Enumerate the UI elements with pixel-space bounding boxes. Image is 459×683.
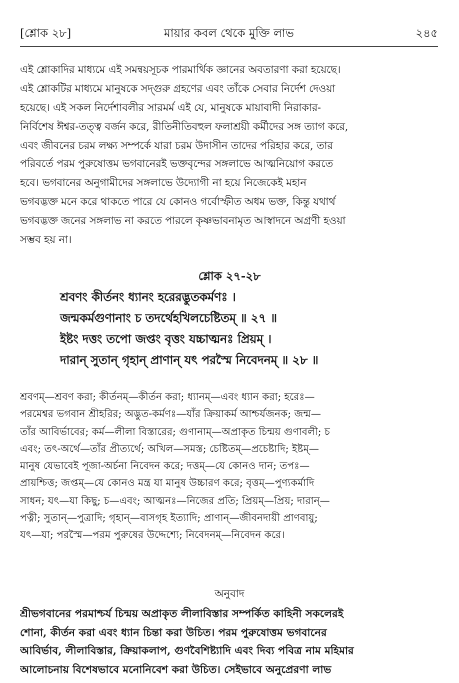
body-line: এবং জীবনের চরম লক্ষ্য সম্পর্কে যারা চরম উদাসীন তাদের পরিহার করে, তার xyxy=(20,139,333,152)
synonym-line: মানুষ যেভাবেই পূজা-অর্চনা নিবেদন করে; দত্তম্—যে কোনও দান; তপঃ— xyxy=(20,461,310,473)
header-divider xyxy=(20,46,438,47)
body-line: নির্বিশেষ ঈশ্বর-তত্ত্ব বর্জন করে, রীতিনীতিবহুল ফলাশ্রয়ী কর্মীদের সঙ্গ ত্যাগ করে, xyxy=(20,120,349,133)
synonym-line: এবং; তৎ-অর্থে—তাঁর প্রীত্যর্থে; অখিল—সমস্ত; চেষ্টিতম্—প্রচেষ্টাদি; ইষ্টম্— xyxy=(20,443,320,455)
page-header xyxy=(20,24,438,42)
translation-line: আবির্ভাব, লীলাবিস্তার, ক্রিয়াকলাপ, গুণবৈশিষ্ট্যাদি এবং দিব্য পবিত্র নাম মহিমার xyxy=(20,645,354,657)
body-line: সম্ভব হয় না। xyxy=(20,234,72,247)
synonym-line: যৎ—যা; পরস্মৈ—পরম পুরুষের উদ্দেশ্যে; নিবেদনম্—নিবেদন করে। xyxy=(20,530,285,542)
synonym-line: প্রায়শ্চিত্ত; জপ্তম্—যে কোনও মন্ত্র যা মানুষ উচ্চারণ করে; বৃত্তম্—পুণ্যকর্মাদি xyxy=(20,478,315,490)
purport-paragraph xyxy=(20,61,440,250)
verse-heading: শ্লোক ২৭-২৮ xyxy=(198,269,261,283)
verse-line: ইষ্টং দত্তং তপো জপ্তং বৃত্তং যচ্চাত্মনঃ প্রিয়ম্ । xyxy=(60,332,272,346)
verse-line: দারান্ সুতান্ গৃহান্ প্রাণান্ যৎ পরস্মৈ নিবেদনম্ ॥ ২৮ ॥ xyxy=(60,353,319,367)
body-line: হবে। ভগবানের অনুগামীদের সঙ্গলাভে উদ্যোগী না হয়ে নিজেকেই মহান xyxy=(20,177,307,190)
body-line: হয়েছে। এই সকল নির্দেশাবলীর সারমর্ম এই যে, মানুষকে মায়াবাদী নিরাকার- xyxy=(20,101,321,114)
sanskrit-verse xyxy=(60,287,440,371)
synonym-line: পত্নী; সুতান্—পুত্রাদি; গৃহান্—বাসগৃহ ইত্যাদি; প্রাণান্—জীবনদায়ী প্রাণবায়ু; xyxy=(20,513,318,525)
synonym-line: শ্রবণম্—শ্রবণ করা; কীর্তনম্—কীর্তন করা; ধ্যানম্—এবং ধ্যান করা; হরেঃ— xyxy=(20,392,315,403)
verse-line: জন্মকর্মগুণানাং চ তদর্থেহখিলচেষ্টিতম্ ॥ ২৭ ॥ xyxy=(60,311,277,325)
synonyms-block xyxy=(20,389,440,545)
body-line: পরিবর্তে পরম পুরুষোত্তম ভগবানেরই ভক্তবৃন্দের সঙ্গলাভে আত্মনিয়োগ করতে xyxy=(20,158,333,171)
synonym-line: পরমেশ্বর ভগবান শ্রীহরির; অদ্ভুত-কর্মণঃ—যাঁর ক্রিয়াকর্ম আশ্চর্যজনক; জন্ম— xyxy=(20,409,321,421)
translation-line: শ্রীভগবানের পরমাশ্চর্য চিন্ময় অপ্রাকৃত লীলাবিস্তার সম্পর্কিত কাহিনী সকলেরই xyxy=(20,608,344,620)
synonym-line: তাঁর আবির্ভাবের; কর্ম—লীলা বিস্তারের; গুণানাম্—অপ্রাকৃত চিন্ময় গুণাবলী; চ xyxy=(20,426,330,438)
translation-line: আলোচনায় বিশেষভাবে মনোনিবেশ করা উচিত। সেইভাবে অনুপ্রেরণা লাভ xyxy=(20,663,332,676)
chapter-title: মায়ার কবল থেকে মুক্তি লাভ xyxy=(164,26,294,40)
body-line: ভগবদ্ভক্ত মনে করে থাকতে পারে যে কোনও গর্বোস্ফীত অধম ভক্ত, কিন্তু যথার্থ xyxy=(20,196,336,209)
page-number: ২৪৫ xyxy=(415,26,438,40)
synonym-line: সাধন; যৎ—যা কিছু; চ—এবং; আত্মনঃ—নিজের প্রতি; প্রিয়ম্—প্রিয়; দারান্— xyxy=(20,495,330,507)
body-line: ভগবদ্ভক্ত জনের সঙ্গলাভ না করতে পারলে কৃষ্ণভাবনামৃত আস্বাদনে অগ্রণী হওয়া xyxy=(20,215,346,228)
translation-heading: অনুবাদ xyxy=(214,588,245,600)
verse-reference: [শ্লোক ২৮] xyxy=(20,26,72,40)
body-line: এই শ্লোকটির মাধ্যমে মানুষকে সদ্গুরু গ্রহণের এবং তাঁকে সেবার নির্দেশ দেওয়া xyxy=(20,82,336,95)
verse-line: শ্রবণং কীর্তনং ধ্যানং হরেরদ্ভুতকর্মণঃ । xyxy=(60,290,236,304)
translation-line: শোনা, কীর্তন করা এবং ধ্যান চিন্তা করা উচিত। পরম পুরুষোত্তম ভগবানের xyxy=(20,626,327,639)
translation-block xyxy=(20,605,440,679)
body-line: এই শ্লোকাদির মাধ্যমে এই সমন্বয়সূচক পারমার্থিক জ্ঞানের অবতারণা করা হয়েছে। xyxy=(20,64,341,76)
